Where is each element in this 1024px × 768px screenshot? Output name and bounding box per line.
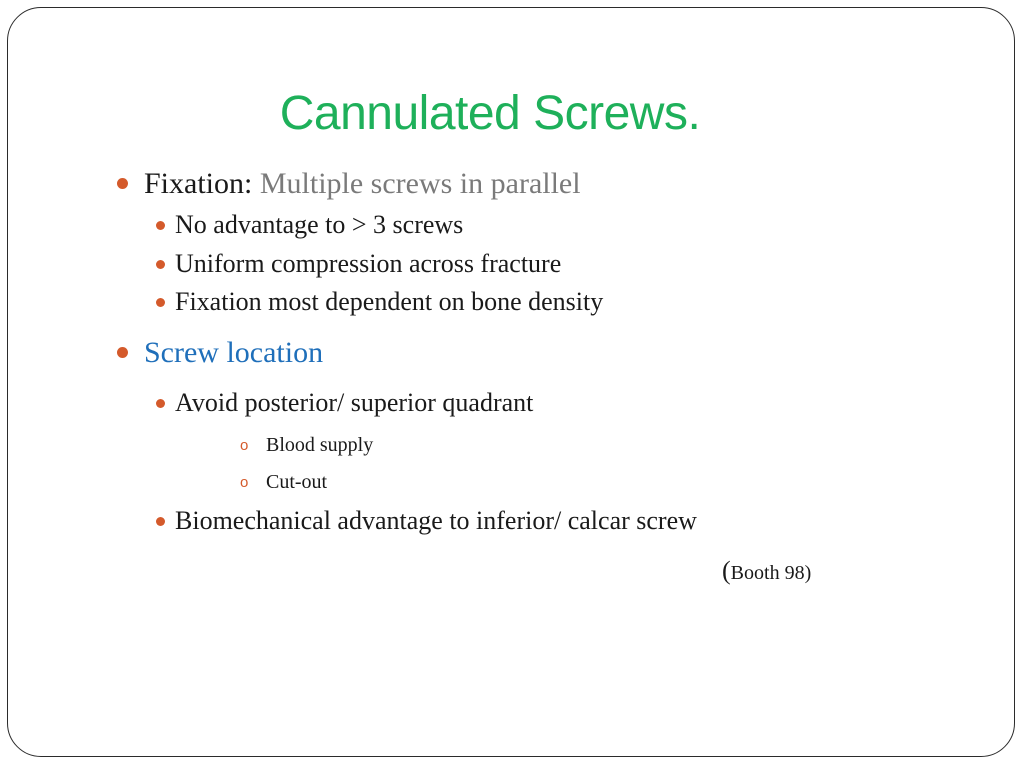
hollow-bullet-icon: o: [240, 474, 249, 491]
bullet-fixation: [144, 166, 581, 202]
sub-bullet-advantage: No advantage to > 3 screws: [175, 210, 464, 239]
bullet-icon: [117, 347, 128, 358]
sub-bullet-density: Fixation most dependent on bone density: [175, 287, 604, 316]
bullet-icon: [117, 178, 128, 189]
slide-title: Cannulated Screws.: [279, 87, 701, 140]
bullet-icon: [156, 221, 165, 230]
sub-bullet-biomechanical: Biomechanical advantage to inferior/ calcar screw: [175, 506, 697, 535]
sub-bullet-avoid-quadrant: Avoid posterior/ superior quadrant: [175, 388, 534, 417]
bullet-icon: [156, 298, 165, 307]
bullet-icon: [156, 399, 165, 408]
bullet-icon: [156, 260, 165, 269]
bullet-screw-location: Screw location: [144, 336, 324, 369]
bullet-fixation-detail: Multiple screws in parallel: [259, 167, 581, 200]
bullet-fixation-label: Fixation:: [144, 167, 253, 200]
sub-bullet-compression: Uniform compression across fracture: [175, 249, 562, 278]
citation-open-paren: (: [722, 556, 731, 585]
bullet-icon: [156, 517, 165, 526]
sub-sub-bullet-blood-supply: Blood supply: [266, 434, 374, 456]
sub-sub-bullet-cut-out: Cut-out: [266, 471, 328, 493]
citation: [722, 556, 811, 588]
hollow-bullet-icon: o: [240, 437, 249, 454]
citation-text: Booth 98): [730, 562, 812, 584]
